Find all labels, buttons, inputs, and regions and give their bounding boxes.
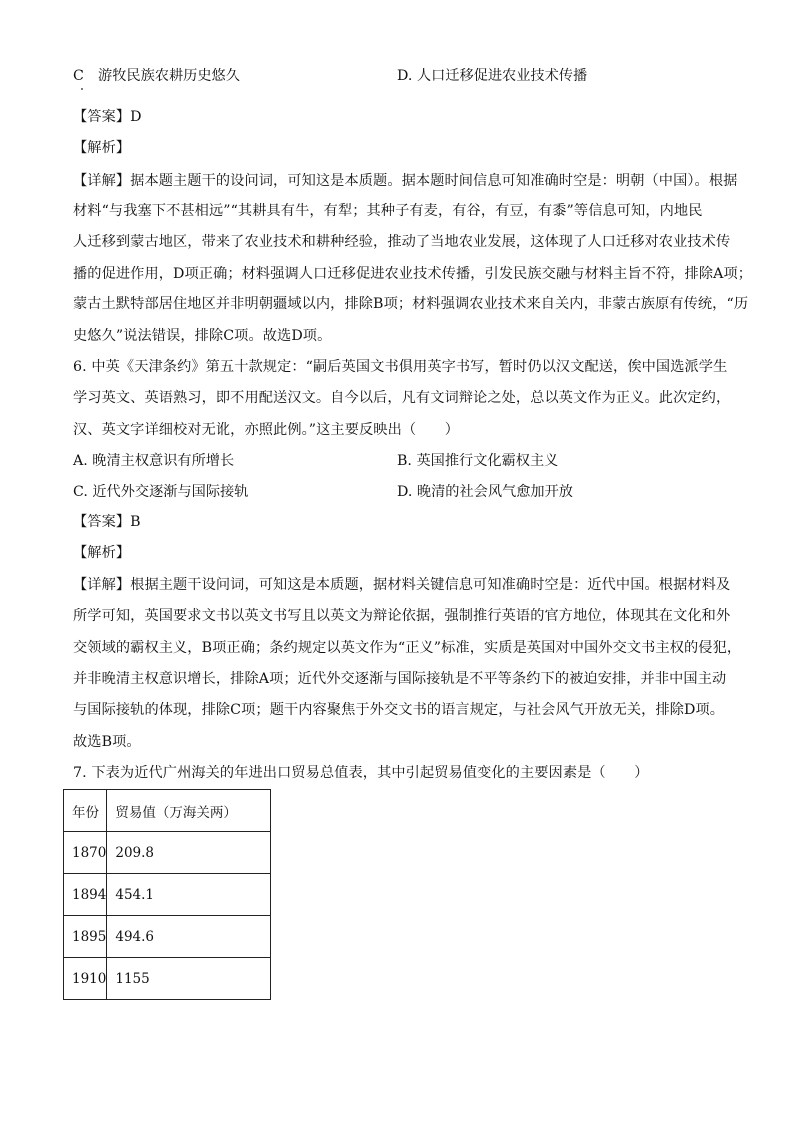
table-row bbox=[64, 916, 271, 958]
q6-option-a: A. 晚清主权意识有所增长 bbox=[73, 453, 235, 469]
table-cell-year: 1870 bbox=[64, 832, 107, 874]
stray-dot bbox=[81, 88, 83, 90]
table-cell-year: 1894 bbox=[64, 874, 107, 916]
table-row bbox=[64, 832, 271, 874]
table-row bbox=[64, 958, 271, 1000]
q6-option-b: B. 英国推行文化霸权主义 bbox=[397, 453, 559, 469]
q5-explanation-line: 蒙古土默特部居住地区并非明朝疆域以内，排除B项；材料强调农业技术来自关内，非蒙古族原有传统，“历 bbox=[73, 296, 749, 312]
q5-explanation-line: 播的促进作用，D项正确；材料强调人口迁移促进农业技术传播，引发民族交融与材料主旨不符，排除A项； bbox=[73, 266, 753, 282]
q6-explanation-line: 所学可知，英国要求文书以英文书写且以英文为辩论依据，强制推行英语的官方地位，体现其在文化和外 bbox=[73, 608, 731, 624]
table-cell-value: 1155 bbox=[107, 958, 271, 1000]
table-cell-value: 494.6 bbox=[107, 916, 271, 958]
q5-analysis-label: 【解析】 bbox=[73, 140, 131, 156]
q6-analysis-label: 【解析】 bbox=[73, 545, 131, 561]
q6-explanation-line: 并非晚清主权意识增长，排除A项；近代外交逐渐与国际接轨是不平等条约下的被迫安排，并非中国主动 bbox=[73, 671, 727, 687]
q5-answer: 【答案】D bbox=[73, 109, 142, 125]
q5-explanation-line: 【详解】据本题主题干的设问词，可知这是本质题。据本题时间信息可知准确时空是：明朝（中国）。根据 bbox=[73, 173, 738, 189]
q7-stem: 7. 下表为近代广州海关的年进出口贸易总值表，其中引起贸易值变化的主要因素是（ ） bbox=[73, 765, 649, 781]
q6-stem-line: 学习英文、英语熟习，即不用配送汉文。自今以后，凡有文词辩论之处，总以英文作为正义。此次定约， bbox=[73, 390, 731, 406]
table-cell-year: 1910 bbox=[64, 958, 107, 1000]
q6-explanation-line: 【详解】根据主题干设问词，可知这是本质题，据材料关键信息可知准确时空是：近代中国。根据材料及 bbox=[73, 577, 731, 593]
table-cell-value: 454.1 bbox=[107, 874, 271, 916]
q5-option-c: C 游牧民族农耕历史悠久 bbox=[73, 68, 240, 84]
q5-explanation-line: 人迁移到蒙古地区，带来了农业技术和耕种经验，推动了当地农业发展，这体现了人口迁移对农业技术传 bbox=[73, 234, 731, 250]
table-row bbox=[64, 874, 271, 916]
q6-option-c: C. 近代外交逐渐与国际接轨 bbox=[73, 484, 249, 500]
table-header-row bbox=[64, 790, 271, 832]
q6-option-d: D. 晚清的社会风气愈加开放 bbox=[397, 484, 573, 500]
q6-answer: 【答案】B bbox=[73, 514, 141, 530]
q6-explanation-line: 交领域的霸权主义，B项正确；条约规定以英文作为“正义”标准，实质是英国对中国外交文书主权的侵犯， bbox=[73, 640, 742, 656]
table-header-value: 贸易值（万海关两） bbox=[107, 790, 271, 832]
trade-value-table bbox=[63, 789, 271, 1000]
q5-option-d: D. 人口迁移促进农业技术传播 bbox=[397, 68, 588, 84]
table-cell-value: 209.8 bbox=[107, 832, 271, 874]
q6-explanation-line: 与国际接轨的体现，排除C项；题干内容聚焦于外交文书的语言规定，与社会风气开放无关，排除D项。 bbox=[73, 702, 725, 718]
q6-explanation-line: 故选B项。 bbox=[73, 734, 141, 750]
table-header-year: 年份 bbox=[64, 790, 107, 832]
q5-explanation-line: 史悠久”说法错误，排除C项。故选D项。 bbox=[73, 328, 332, 344]
q6-stem-line: 6. 中英《天津条约》第五十款规定：“嗣后英国文书俱用英字书写，暂时仍以汉文配送，俟中国选派学生 bbox=[73, 359, 728, 375]
table-cell-year: 1895 bbox=[64, 916, 107, 958]
q6-stem-line: 汉、英文字详细校对无讹，亦照此例。”这主要反映出（ ） bbox=[73, 422, 460, 438]
q5-explanation-line: 材料“与我塞下不甚相远”“其耕具有牛，有犁；其种子有麦，有谷，有豆，有黍”等信息可知，内地民 bbox=[73, 203, 703, 219]
